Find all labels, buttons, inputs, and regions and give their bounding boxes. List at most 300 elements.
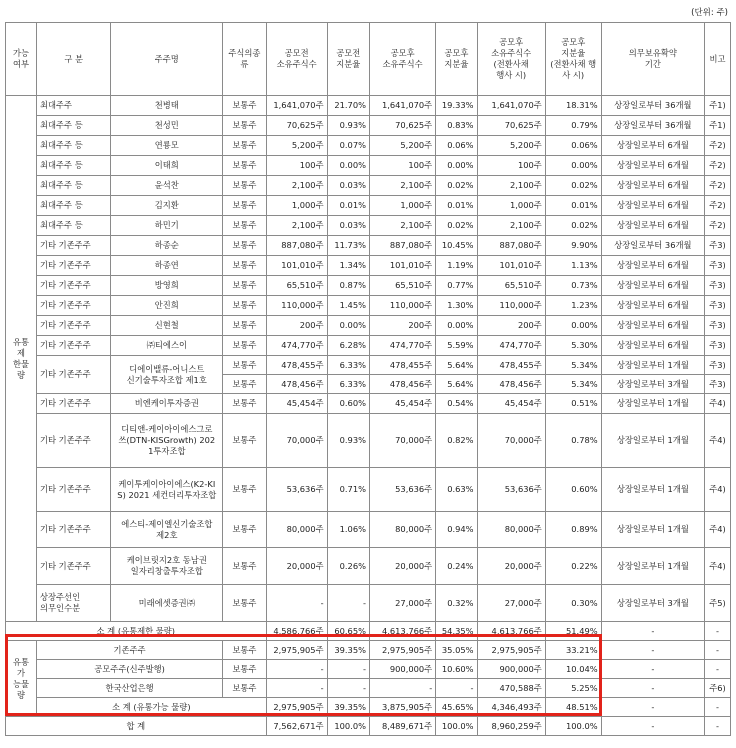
- table-row: [6, 236, 731, 256]
- table-cell: 80,000주: [370, 512, 436, 548]
- table-row: [6, 156, 731, 176]
- table-cell: 최대주주 등: [37, 176, 111, 196]
- table-cell: 478,456주: [266, 375, 327, 394]
- table-cell: 0.82%: [436, 414, 477, 468]
- table-cell: 2,975,905주: [477, 641, 545, 660]
- table-cell: 김지환: [111, 196, 223, 216]
- table-cell: 천성민: [111, 116, 223, 136]
- table-cell: 887,080주: [266, 236, 327, 256]
- table-cell: 1,641,070주: [370, 96, 436, 116]
- table-cell: 안진희: [111, 296, 223, 316]
- table-cell: 470,588주: [477, 679, 545, 698]
- table-cell: 보통주: [223, 679, 266, 698]
- table-cell: 53,636주: [370, 468, 436, 512]
- table-cell: 상장일로부터 6개월: [601, 196, 704, 216]
- table-cell: 2,100주: [266, 176, 327, 196]
- table-cell: 최대주주: [37, 96, 111, 116]
- table-cell: 200주: [477, 316, 545, 336]
- table-cell: 주4): [705, 468, 731, 512]
- table-cell: 상장일로부터 1개월: [601, 512, 704, 548]
- table-cell: 보통주: [223, 276, 266, 296]
- table-cell: 주1): [705, 96, 731, 116]
- table-cell: 주3): [705, 276, 731, 296]
- column-header: 공모전 소유주식수: [266, 23, 327, 96]
- table-cell: 1.13%: [545, 256, 601, 276]
- table-cell: 1.06%: [327, 512, 369, 548]
- column-header: 공모후 소유주식수 (전환사채 행사 시): [477, 23, 545, 96]
- table-cell: 0.78%: [545, 414, 601, 468]
- table-cell: 주6): [705, 679, 731, 698]
- table-row: [6, 196, 731, 216]
- table-cell: 상장일로부터 1개월: [601, 356, 704, 375]
- table-cell: 1.23%: [545, 296, 601, 316]
- table-cell: 0.51%: [545, 394, 601, 414]
- table-cell: 상장일로부터 1개월: [601, 394, 704, 414]
- table-cell: 0.54%: [436, 394, 477, 414]
- table-cell: 70,625주: [477, 116, 545, 136]
- table-cell: 0.73%: [545, 276, 601, 296]
- table-cell: -: [436, 679, 477, 698]
- table-cell: 연룡모: [111, 136, 223, 156]
- table-row: [6, 176, 731, 196]
- table-cell: 101,010주: [266, 256, 327, 276]
- table-cell: 5.25%: [545, 679, 601, 698]
- table-cell: 5.59%: [436, 336, 477, 356]
- table-cell: 소 계 (유통가능 물량): [37, 698, 267, 717]
- table-cell: 보통주: [223, 256, 266, 276]
- table-cell: 19.33%: [436, 96, 477, 116]
- table-cell: -: [327, 585, 369, 622]
- table-cell: 27,000주: [477, 585, 545, 622]
- table-cell: 5.64%: [436, 375, 477, 394]
- table-cell: 0.79%: [545, 116, 601, 136]
- table-cell: 1,641,070주: [266, 96, 327, 116]
- table-cell: 0.01%: [327, 196, 369, 216]
- table-cell: 최대주주 등: [37, 156, 111, 176]
- table-cell: 1,000주: [266, 196, 327, 216]
- table-cell: 65,510주: [477, 276, 545, 296]
- table-cell: 주3): [705, 375, 731, 394]
- column-header: 주주명: [111, 23, 223, 96]
- table-cell: -: [601, 679, 704, 698]
- table-cell: 5,200주: [370, 136, 436, 156]
- table-cell: 기타 기존주주: [37, 356, 111, 394]
- table-cell: 기타 기존주주: [37, 512, 111, 548]
- table-cell: 0.03%: [327, 216, 369, 236]
- table-cell: 상장주선인 의무인수분: [37, 585, 111, 622]
- table-cell: 474,770주: [266, 336, 327, 356]
- table-cell: 0.22%: [545, 548, 601, 585]
- table-cell: -: [327, 679, 369, 698]
- table-cell: 9.90%: [545, 236, 601, 256]
- table-cell: 1,000주: [370, 196, 436, 216]
- table-cell: 27,000주: [370, 585, 436, 622]
- table-cell: 0.60%: [327, 394, 369, 414]
- table-cell: 기타 기존주주: [37, 236, 111, 256]
- table-cell: 5.30%: [545, 336, 601, 356]
- table-cell: 보통주: [223, 236, 266, 256]
- column-header: 비고: [705, 23, 731, 96]
- table-cell: -: [601, 622, 704, 641]
- table-row: [6, 468, 731, 512]
- header-row: [6, 23, 731, 96]
- table-cell: 0.07%: [327, 136, 369, 156]
- table-cell: 65,510주: [266, 276, 327, 296]
- table-cell: 기타 기존주주: [37, 548, 111, 585]
- column-header: 공모후 소유주식수: [370, 23, 436, 96]
- table-cell: 보통주: [223, 156, 266, 176]
- column-header: 공모전 지분율: [327, 23, 369, 96]
- table-cell: -: [705, 698, 731, 717]
- table-cell: 45,454주: [477, 394, 545, 414]
- table-cell: 101,010주: [477, 256, 545, 276]
- table-cell: 478,456주: [477, 375, 545, 394]
- table-cell: 최대주주 등: [37, 216, 111, 236]
- table-row: [6, 585, 731, 622]
- table-cell: 478,455주: [370, 356, 436, 375]
- table-cell: 70,625주: [266, 116, 327, 136]
- table-cell: 0.26%: [327, 548, 369, 585]
- table-cell: 100.0%: [545, 717, 601, 736]
- table-cell: 상장일로부터 1개월: [601, 468, 704, 512]
- table-cell: 주2): [705, 176, 731, 196]
- table-cell: 18.31%: [545, 96, 601, 116]
- table-cell: 상장일로부터 6개월: [601, 336, 704, 356]
- table-row: [6, 660, 731, 679]
- table-cell: 상장일로부터 6개월: [601, 216, 704, 236]
- table-cell: 주4): [705, 548, 731, 585]
- table-cell: 2,100주: [370, 176, 436, 196]
- table-cell: 보통주: [223, 468, 266, 512]
- table-cell: 0.02%: [436, 176, 477, 196]
- table-cell: 주3): [705, 356, 731, 375]
- table-cell: -: [370, 679, 436, 698]
- table-cell: 1,000주: [477, 196, 545, 216]
- table-cell: 1.45%: [327, 296, 369, 316]
- table-cell: 11.73%: [327, 236, 369, 256]
- table-cell: 0.00%: [436, 316, 477, 336]
- table-cell: 비엔케이투자증권: [111, 394, 223, 414]
- table-cell: 에스티-제이엘신기술조합 제2호: [111, 512, 223, 548]
- table-cell: 주1): [705, 116, 731, 136]
- table-cell: 0.02%: [545, 176, 601, 196]
- column-header: 가능 여부: [6, 23, 37, 96]
- table-cell: 보통주: [223, 414, 266, 468]
- table-cell: 보통주: [223, 296, 266, 316]
- table-cell: 45,454주: [370, 394, 436, 414]
- table-cell: 8,960,259주: [477, 717, 545, 736]
- table-cell: 주5): [705, 585, 731, 622]
- table-cell: 주2): [705, 216, 731, 236]
- table-cell: 보통주: [223, 585, 266, 622]
- table-cell: 기타 기존주주: [37, 468, 111, 512]
- table-cell: 2,100주: [266, 216, 327, 236]
- table-cell: 1.19%: [436, 256, 477, 276]
- table-cell: 하종연: [111, 256, 223, 276]
- table-cell: 200주: [370, 316, 436, 336]
- table-cell: 45,454주: [266, 394, 327, 414]
- shareholding-table: [5, 22, 731, 736]
- column-header: 의무보유확약 기간: [601, 23, 704, 96]
- table-cell: 6.28%: [327, 336, 369, 356]
- table-cell: 5.34%: [545, 356, 601, 375]
- table-cell: 0.89%: [545, 512, 601, 548]
- table-cell: 5.34%: [545, 375, 601, 394]
- table-cell: 기타 기존주주: [37, 256, 111, 276]
- table-cell: 65,510주: [370, 276, 436, 296]
- table-cell: 53,636주: [477, 468, 545, 512]
- table-cell: 방영희: [111, 276, 223, 296]
- table-cell: 주2): [705, 156, 731, 176]
- table-cell: 주2): [705, 136, 731, 156]
- table-cell: 4,613,766주: [370, 622, 436, 641]
- table-cell: 보통주: [223, 641, 266, 660]
- table-row: [6, 96, 731, 116]
- table-cell: 110,000주: [477, 296, 545, 316]
- table-cell: 상장일로부터 3개월: [601, 585, 704, 622]
- table-cell: 기타 기존주주: [37, 276, 111, 296]
- table-cell: 474,770주: [370, 336, 436, 356]
- table-cell: 478,455주: [477, 356, 545, 375]
- table-cell: 주4): [705, 394, 731, 414]
- table-row: [6, 641, 731, 660]
- table-cell: 디티앤-케이아이에스그로 쓰(DTN-KISGrowth) 202 1투자조합: [111, 414, 223, 468]
- table-cell: 70,000주: [266, 414, 327, 468]
- table-cell: -: [601, 717, 704, 736]
- table-cell: 887,080주: [477, 236, 545, 256]
- table-cell: -: [266, 660, 327, 679]
- table-cell: 최대주주 등: [37, 196, 111, 216]
- table-cell: 48.51%: [545, 698, 601, 717]
- table-row: [6, 512, 731, 548]
- table-cell: 주3): [705, 336, 731, 356]
- table-cell: 478,455주: [266, 356, 327, 375]
- table-cell: 1.34%: [327, 256, 369, 276]
- table-row: [6, 679, 731, 698]
- table-cell: 주3): [705, 296, 731, 316]
- table-cell: 케이브릿지2호 동남권 일자리창출투자조합: [111, 548, 223, 585]
- table-cell: 101,010주: [370, 256, 436, 276]
- table-cell: 110,000주: [266, 296, 327, 316]
- table-cell: 100주: [370, 156, 436, 176]
- table-cell: 110,000주: [370, 296, 436, 316]
- table-cell: 보통주: [223, 394, 266, 414]
- table-cell: 900,000주: [477, 660, 545, 679]
- table-cell: 기타 기존주주: [37, 336, 111, 356]
- table-cell: 상장일로부터 6개월: [601, 136, 704, 156]
- table-cell: 0.01%: [436, 196, 477, 216]
- table-cell: 0.01%: [545, 196, 601, 216]
- table-cell: 상장일로부터 6개월: [601, 276, 704, 296]
- table-cell: 6.33%: [327, 356, 369, 375]
- column-header: 공모후 지분율: [436, 23, 477, 96]
- table-cell: 54.35%: [436, 622, 477, 641]
- table-row: [6, 296, 731, 316]
- table-cell: 200주: [266, 316, 327, 336]
- table-cell: 상장일로부터 1개월: [601, 414, 704, 468]
- table-cell: 상장일로부터 36개월: [601, 96, 704, 116]
- table-cell: 5.64%: [436, 356, 477, 375]
- table-cell: 기타 기존주주: [37, 296, 111, 316]
- table-cell: -: [705, 717, 731, 736]
- table-cell: 10.04%: [545, 660, 601, 679]
- table-row: [6, 316, 731, 336]
- table-row: [6, 356, 731, 375]
- table-cell: 100.0%: [436, 717, 477, 736]
- table-cell: 100주: [266, 156, 327, 176]
- table-cell: -: [601, 660, 704, 679]
- table-cell: 10.60%: [436, 660, 477, 679]
- table-cell: 한국산업은행: [37, 679, 223, 698]
- table-cell: 보통주: [223, 196, 266, 216]
- table-cell: 0.87%: [327, 276, 369, 296]
- table-cell: 53,636주: [266, 468, 327, 512]
- table-cell: 0.63%: [436, 468, 477, 512]
- table-cell: 10.45%: [436, 236, 477, 256]
- table-row: [6, 414, 731, 468]
- table-cell: 478,456주: [370, 375, 436, 394]
- table-cell: 0.77%: [436, 276, 477, 296]
- table-row: [6, 622, 731, 641]
- table-cell: 80,000주: [477, 512, 545, 548]
- column-header: 구 분: [37, 23, 111, 96]
- table-cell: 0.06%: [436, 136, 477, 156]
- table-cell: 윤석찬: [111, 176, 223, 196]
- table-row: [6, 116, 731, 136]
- table-cell: 유통가 능물량: [6, 641, 37, 717]
- table-row: [6, 717, 731, 736]
- table-cell: 보통주: [223, 336, 266, 356]
- table-cell: 4,586,766주: [266, 622, 327, 641]
- table-cell: 상장일로부터 6개월: [601, 176, 704, 196]
- table-cell: 보통주: [223, 548, 266, 585]
- table-cell: 0.94%: [436, 512, 477, 548]
- table-cell: 0.00%: [327, 156, 369, 176]
- table-cell: 4,346,493주: [477, 698, 545, 717]
- table-cell: 100주: [477, 156, 545, 176]
- table-cell: 2,975,905주: [370, 641, 436, 660]
- table-cell: 51.49%: [545, 622, 601, 641]
- table-cell: 0.00%: [327, 316, 369, 336]
- table-cell: 소 계 (유통제한 물량): [6, 622, 267, 641]
- table-cell: 20,000주: [370, 548, 436, 585]
- table-cell: 0.03%: [327, 176, 369, 196]
- table-cell: 상장일로부터 3개월: [601, 375, 704, 394]
- table-cell: 미래에셋증권㈜: [111, 585, 223, 622]
- table-cell: 0.93%: [327, 116, 369, 136]
- table-cell: 상장일로부터 6개월: [601, 316, 704, 336]
- table-cell: 21.70%: [327, 96, 369, 116]
- table-cell: -: [266, 585, 327, 622]
- table-row: [6, 136, 731, 156]
- table-cell: 보통주: [223, 96, 266, 116]
- table-cell: 5,200주: [266, 136, 327, 156]
- table-cell: 5,200주: [477, 136, 545, 156]
- table-cell: 유통제 한물량: [6, 96, 37, 622]
- table-cell: 0.00%: [436, 156, 477, 176]
- table-cell: 60.65%: [327, 622, 369, 641]
- table-cell: 천병태: [111, 96, 223, 116]
- table-row: [6, 394, 731, 414]
- table-cell: 보통주: [223, 660, 266, 679]
- table-cell: 39.35%: [327, 641, 369, 660]
- table-cell: 6.33%: [327, 375, 369, 394]
- table-cell: ㈜티에스이: [111, 336, 223, 356]
- table-cell: 100.0%: [327, 717, 369, 736]
- table-cell: 70,625주: [370, 116, 436, 136]
- table-cell: 2,100주: [477, 216, 545, 236]
- table-cell: 0.24%: [436, 548, 477, 585]
- table-cell: 상장일로부터 36개월: [601, 116, 704, 136]
- table-cell: 80,000주: [266, 512, 327, 548]
- table-cell: 이태희: [111, 156, 223, 176]
- table-cell: 신현철: [111, 316, 223, 336]
- table-row: [6, 256, 731, 276]
- table-cell: 2,975,905주: [266, 641, 327, 660]
- table-cell: 기타 기존주주: [37, 414, 111, 468]
- table-cell: 하종순: [111, 236, 223, 256]
- table-cell: 최대주주 등: [37, 136, 111, 156]
- table-cell: 7,562,671주: [266, 717, 327, 736]
- table-cell: 20,000주: [477, 548, 545, 585]
- table-cell: 1,641,070주: [477, 96, 545, 116]
- table-row: [6, 698, 731, 717]
- table-cell: 8,489,671주: [370, 717, 436, 736]
- table-cell: 0.06%: [545, 136, 601, 156]
- table-cell: -: [705, 660, 731, 679]
- table-cell: 상장일로부터 36개월: [601, 236, 704, 256]
- table-cell: 보통주: [223, 216, 266, 236]
- table-cell: -: [705, 641, 731, 660]
- table-row: [6, 548, 731, 585]
- unit-note: (단위: 주): [691, 8, 728, 18]
- table-cell: -: [601, 641, 704, 660]
- table-cell: -: [327, 660, 369, 679]
- table-cell: 보통주: [223, 512, 266, 548]
- table-cell: 보통주: [223, 116, 266, 136]
- table-cell: -: [705, 622, 731, 641]
- table-cell: 33.21%: [545, 641, 601, 660]
- table-cell: 0.60%: [545, 468, 601, 512]
- table-cell: 보통주: [223, 375, 266, 394]
- table-cell: 상장일로부터 6개월: [601, 296, 704, 316]
- table-cell: 20,000주: [266, 548, 327, 585]
- table-cell: 0.32%: [436, 585, 477, 622]
- table-cell: 0.02%: [436, 216, 477, 236]
- table-cell: 35.05%: [436, 641, 477, 660]
- table-cell: 보통주: [223, 316, 266, 336]
- table-cell: 상장일로부터 6개월: [601, 256, 704, 276]
- table-cell: 공모주주(신주발행): [37, 660, 223, 679]
- table-cell: 주2): [705, 196, 731, 216]
- table-cell: 2,100주: [370, 216, 436, 236]
- table-cell: 70,000주: [477, 414, 545, 468]
- table-cell: 3,875,905주: [370, 698, 436, 717]
- table-cell: 보통주: [223, 176, 266, 196]
- table-row: [6, 216, 731, 236]
- table-cell: 주4): [705, 414, 731, 468]
- table-cell: 주4): [705, 512, 731, 548]
- table-cell: 0.71%: [327, 468, 369, 512]
- column-header: 공모후 지분율 (전환사채 행 사 시): [545, 23, 601, 96]
- table-row: [6, 336, 731, 356]
- table-cell: 디에이밸류-어니스트 신기술투자조합 제1호: [111, 356, 223, 394]
- column-header: 주식의종 류: [223, 23, 266, 96]
- table-cell: 기타 기존주주: [37, 394, 111, 414]
- table-cell: 0.02%: [545, 216, 601, 236]
- table-cell: 900,000주: [370, 660, 436, 679]
- table-cell: 0.30%: [545, 585, 601, 622]
